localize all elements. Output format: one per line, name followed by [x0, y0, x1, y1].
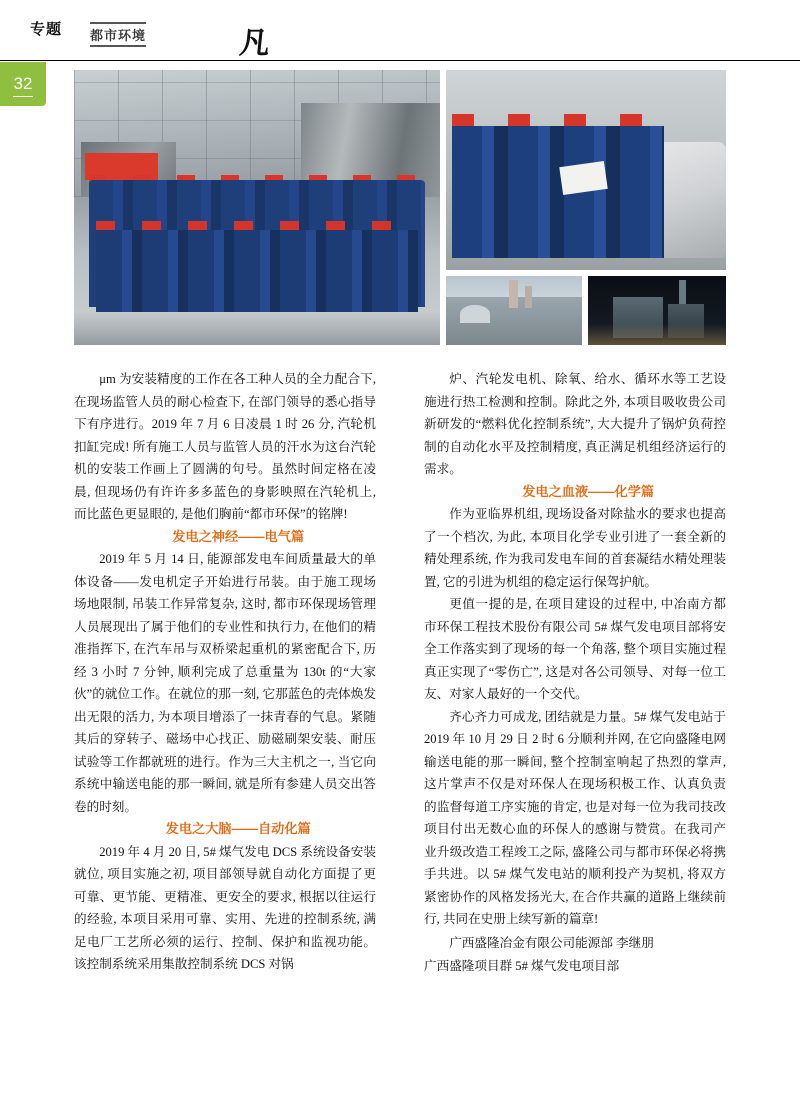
- paragraph: 炉、汽轮发电机、除氧、给水、循环水等工艺设施进行热工检测和控制。除此之外, 本项目吸收贵公司新研发的“燃料优化控制系统”, 大大提升了锅炉负荷控制的自动化水平及控制精度, 真正满足机组经济运行的需求。: [424, 372, 726, 476]
- paragraph: 2019 年 4 月 20 日, 5# 煤气发电 DCS 系统设备安装就位, 项目实施之初, 项目部领导就自动化方面提了更可靠、更节能、更精准、更安全的要求, 根据以往运行的经验, 本项目采用可靠、实用、先进的控制系统, 满足电厂工艺所必须的运行、控制、保护和监视功能。该控制系统采用集散控制系统 DCS 对锅: [74, 844, 376, 971]
- photo-night-chimney: [679, 280, 686, 306]
- page-header: [0, 0, 800, 62]
- photo-storage-dome: [460, 305, 490, 323]
- masthead: [90, 16, 272, 60]
- section-heading-electrical: 发电之神经——电气篇: [172, 528, 305, 544]
- section-heading-automation: 发电之大脑——自动化篇: [165, 821, 311, 836]
- masthead-logo-glyph: 凡: [237, 27, 272, 60]
- photo-collage: [74, 70, 726, 345]
- photo-chimney-1: [509, 280, 519, 308]
- group-photo-turbine-hall: [74, 70, 440, 345]
- header-divider: [0, 60, 800, 61]
- plant-daytime-photo: [446, 276, 582, 345]
- section-heading-chemistry: 发电之血液——化学篇: [522, 483, 655, 499]
- header-topic-label: 专题: [30, 21, 63, 38]
- photo-workers-row-2: [96, 230, 418, 313]
- page-number: 32: [0, 74, 46, 94]
- signature-line-2: 广西盛隆项目群 5# 煤气发电项目部: [424, 958, 620, 973]
- right-text-column: [424, 368, 726, 977]
- signature-line-1: 广西盛隆冶金有限公司能源部 李继朋: [449, 935, 654, 950]
- paragraph: 齐心齐力可成龙, 团结就是力量。5# 煤气发电站于 2019 年 10 月 29 日 2 时 6 分顺利并网, 在它向盛隆电网输送电能的那一瞬间, 整个控制室响起了热烈的掌声, 这片掌声不仅是对环保人在现场积极工作、认真负责的监督每道工序实施的肯定, 也是对每一位为我司技改项目付出无数心血的环保人的感谢与赞赏。在我司产业升级改造工程竣工之际, 盛隆公司与都市环保必将携手共进。以 5# 煤气发电站的顺利投产为契机, 将双方紧密协作的风格发扬光大, 在合作共赢的道路上继续前行, 共同在史册上续写新的篇章!: [424, 709, 726, 926]
- site-inspection-photo: [446, 70, 726, 270]
- photo-floor-shadow: [74, 312, 440, 345]
- photo-chimney-2: [525, 286, 532, 308]
- paragraph: 作为亚临界机组, 现场设备对除盐水的要求也提高了一个档次, 为此, 本项目化学专业引进了一套全新的精处理系统, 作为我司发电车间的首套凝结水精处理装置, 它的引进为机组的稳定运行保驾护航。: [424, 507, 726, 589]
- masthead-title: 都市环境: [90, 22, 146, 47]
- page-number-tab: [0, 62, 46, 106]
- paragraph: μm 为安装精度的工作在各工种人员的全力配合下, 在现场监管人员的耐心检查下, 在部门领导的悉心指导下有序进行。2019 年 7 月 6 日凌晨 1 时 26 分, 汽轮机扣缸完成! 所有施工人员与监管人员的汗水为这台汽轮机的安装工作画上了圆满的句号。虽然时间定格在凌晨, 但现场仍有许许多多蓝色的身影映照在汽轮机上, 而比蓝色更显眼的, 是他们胸前“都市环保”的铭牌!: [74, 372, 376, 521]
- left-text-column: [74, 368, 376, 976]
- plant-night-photo: [588, 276, 726, 345]
- paragraph: 2019 年 5 月 14 日, 能源部发电车间质量最大的单体设备——发电机定子开始进行吊装。由于施工现场场地限制, 吊装工作异常复杂, 这时, 都市环保现场管理人员展现出了属于他们的专业性和执行力, 在他们的精准指挥下, 在汽车吊与双桥梁起重机的紧密配合下, 历经 3 小时 7 分钟, 顺利完成了总重量为 130t 的“大家伙”的就位工作。在就位的那一刻, 它那蓝色的壳体焕发出无限的活力, 为本项目增添了一抹青春的气息。紧随其后的穿转子、磁场中心找正、励磁刷架安装、耐压试验等工作都就班的进行。作为三大主机之一, 当它向系统中输送电能的那一瞬间, 就是所有参建人员交出答卷的时刻。: [74, 552, 376, 814]
- photo-workers-row: [452, 126, 665, 258]
- photo-night-glow: [588, 324, 726, 345]
- paragraph: 更值一提的是, 在项目建设的过程中, 中冶南方都市环保工程技术股份有限公司 5# 煤气发电项目部将安全工作落实到了现场的每一个角落, 整个项目实施过程真正实现了“零伤亡”, 这是对各公司领导、对每一位工友、对家人最好的一个交代。: [424, 597, 726, 701]
